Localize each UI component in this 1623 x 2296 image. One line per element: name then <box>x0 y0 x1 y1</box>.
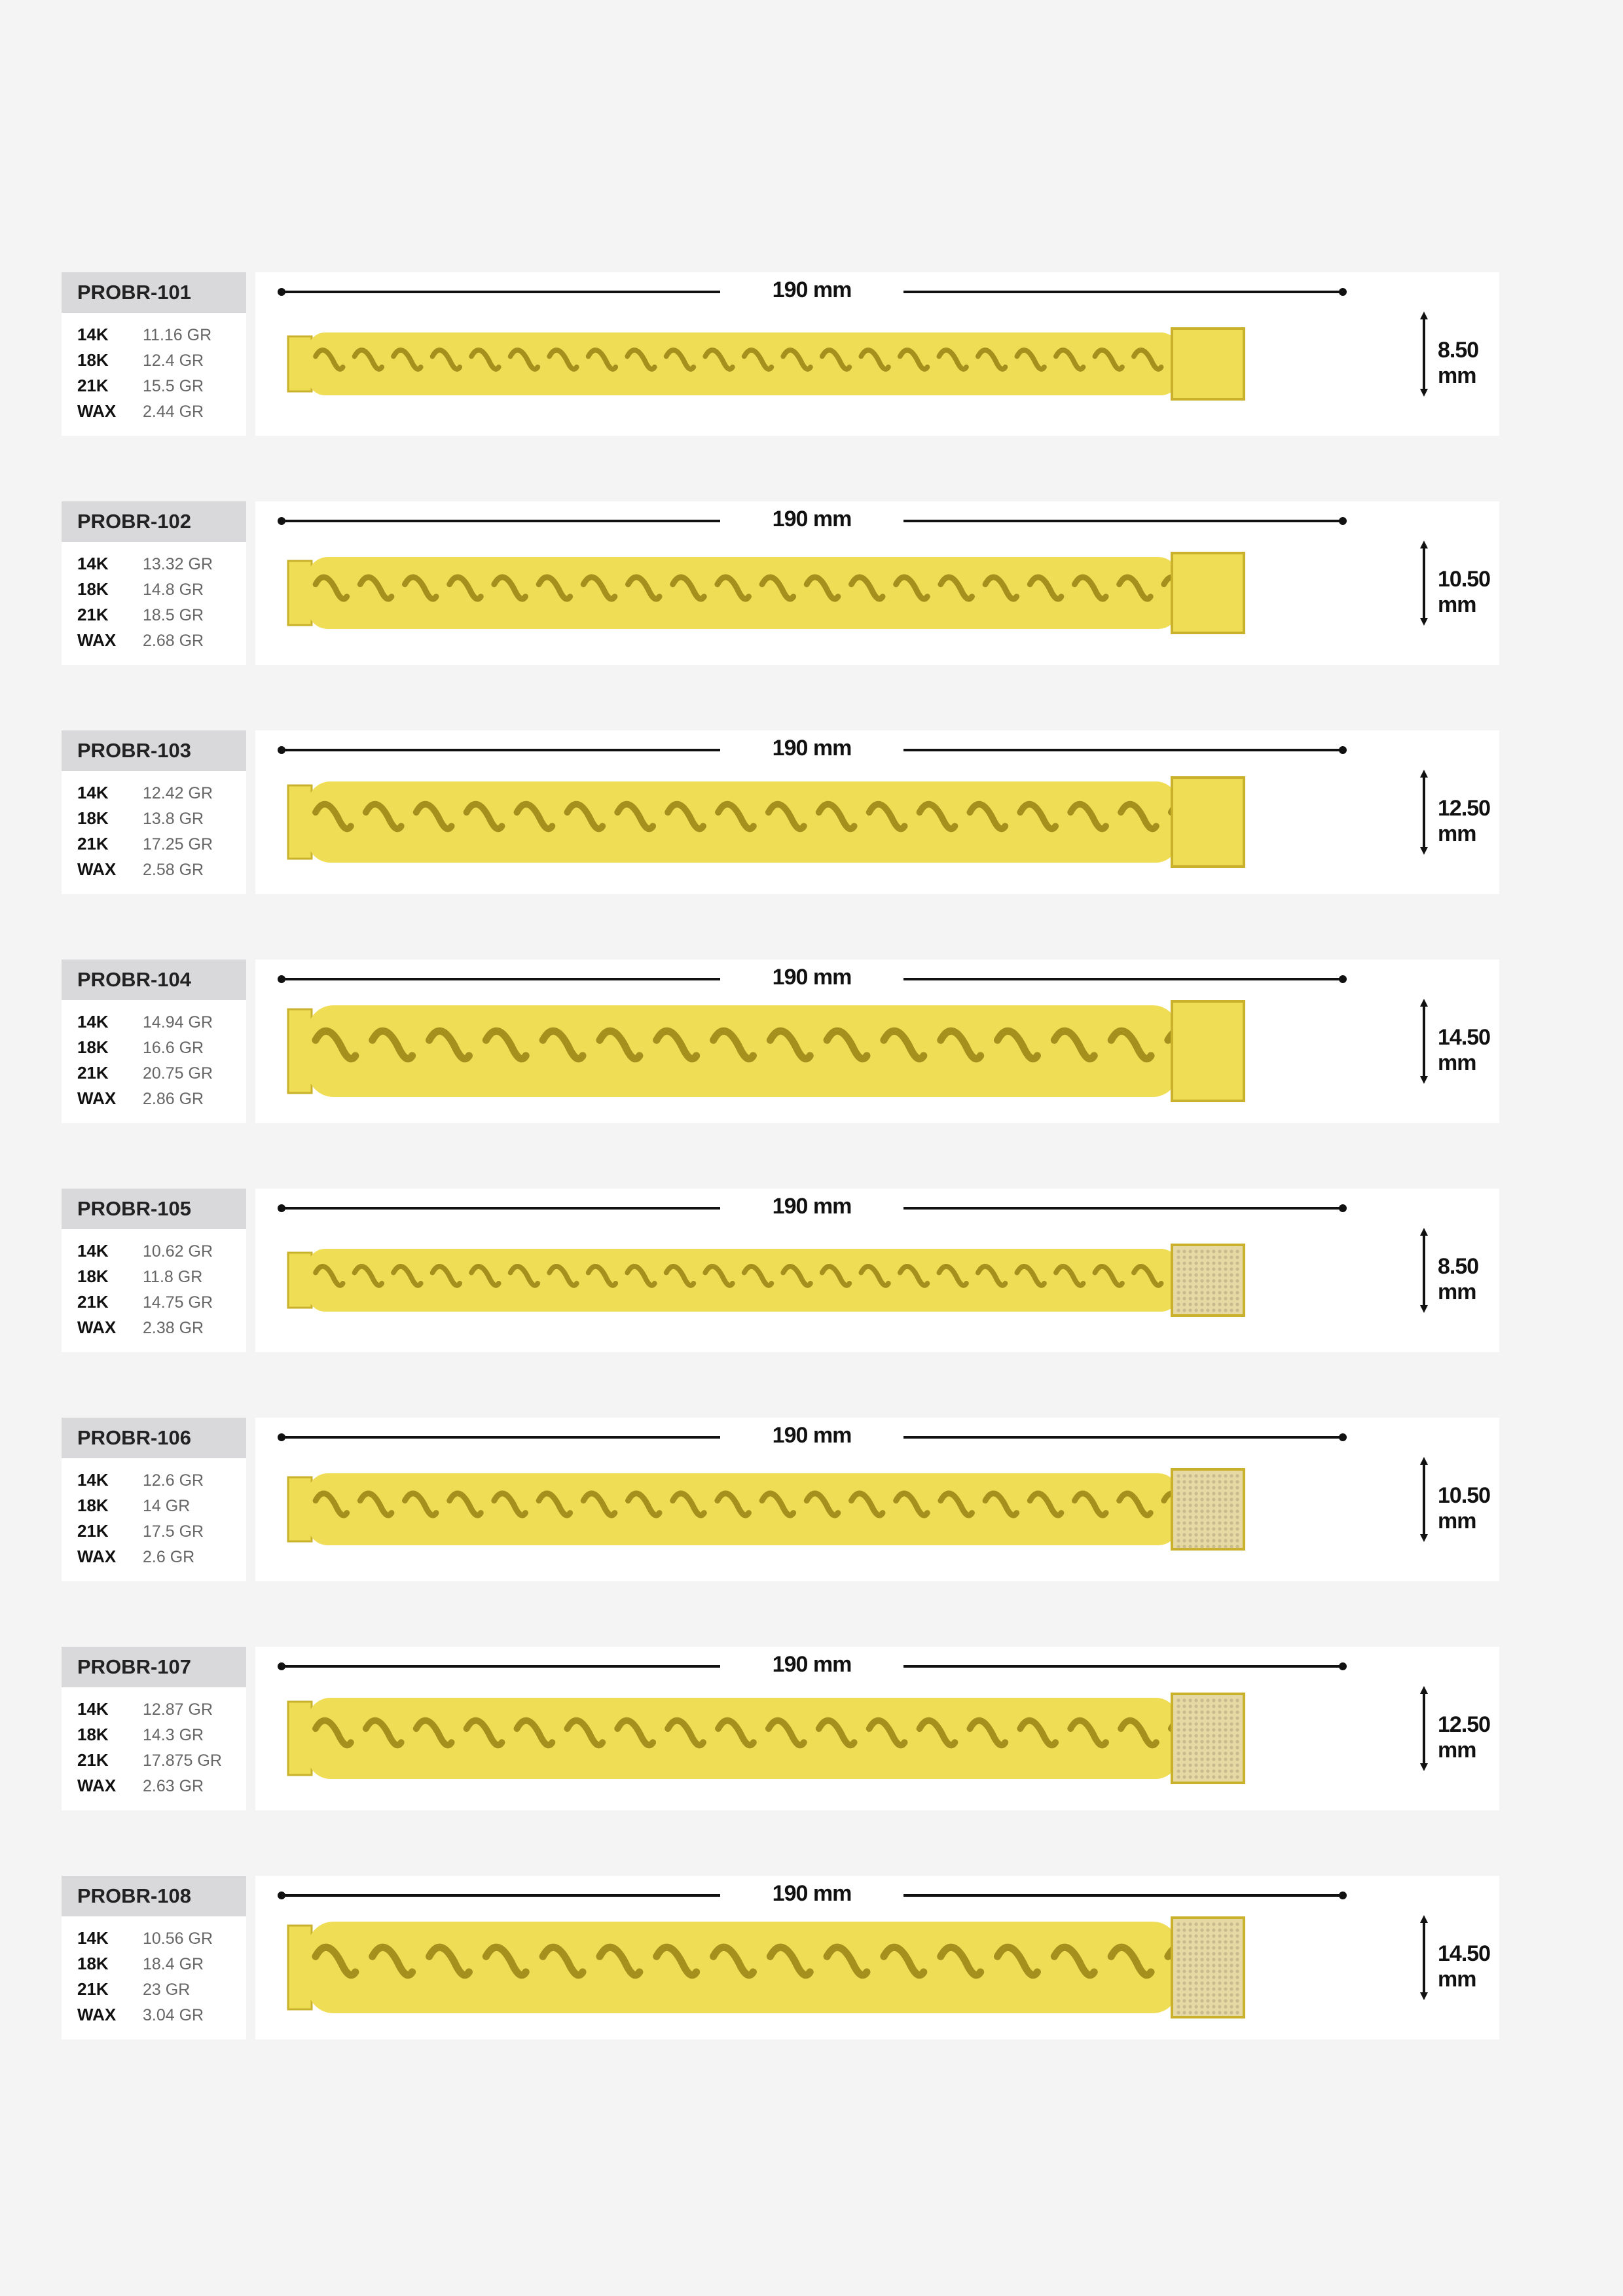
weight-value: 18.5 GR <box>143 606 204 624</box>
weight-value: 13.32 GR <box>143 555 213 573</box>
karat-label: 18K <box>77 1954 109 1973</box>
product-row <box>62 501 1499 665</box>
weight-value: 23 GR <box>143 1981 191 1999</box>
product-row <box>62 730 1499 894</box>
weight-value: 2.38 GR <box>143 1319 204 1337</box>
weight-value: 20.75 GR <box>143 1064 213 1083</box>
length-dimension-line <box>903 749 1342 751</box>
dimension-endpoint <box>1339 1662 1347 1670</box>
weight-value: 17.5 GR <box>143 1522 204 1541</box>
karat-label: WAX <box>77 1776 117 1795</box>
width-label: 12.50 mm <box>1438 1712 1491 1763</box>
weight-value: 2.6 GR <box>143 1548 195 1566</box>
length-label: 190 mm <box>772 1423 852 1448</box>
bracelet-panel <box>255 272 1499 436</box>
karat-label: 21K <box>77 376 109 395</box>
weight-row <box>77 1544 204 1570</box>
weight-value: 15.5 GR <box>143 377 204 395</box>
weight-row <box>77 1086 213 1111</box>
karat-label: WAX <box>77 630 117 650</box>
bracelet-image <box>275 1902 1349 2033</box>
weight-row <box>77 1722 222 1748</box>
product-row <box>62 1418 1499 1581</box>
width-dimension-arrow <box>1417 999 1431 1084</box>
weight-value: 14 GR <box>143 1497 191 1515</box>
weight-value: 11.8 GR <box>143 1268 203 1286</box>
karat-label: 21K <box>77 1521 109 1541</box>
karat-label: 21K <box>77 1292 109 1312</box>
weight-value: 14.3 GR <box>143 1726 204 1744</box>
chain-body <box>308 332 1178 395</box>
weight-row <box>77 831 213 857</box>
weight-value: 18.4 GR <box>143 1955 204 1973</box>
weight-row <box>77 2002 213 2028</box>
karat-label: WAX <box>77 1547 117 1566</box>
width-dimension-arrow <box>1417 1686 1431 1771</box>
spec-box <box>62 1418 246 1581</box>
chain-body <box>308 1473 1178 1545</box>
length-dimension-line <box>282 1894 720 1897</box>
length-label: 190 mm <box>772 278 852 302</box>
spec-box <box>62 1876 246 2039</box>
weight-value: 2.68 GR <box>143 632 204 650</box>
dimension-endpoint <box>278 1892 285 1899</box>
dimension-endpoint <box>278 288 285 296</box>
karat-label: 14K <box>77 1699 109 1719</box>
weight-value: 17.25 GR <box>143 835 213 853</box>
karat-label: WAX <box>77 859 117 879</box>
dimension-endpoint <box>1339 1892 1347 1899</box>
width-label: 8.50 mm <box>1438 338 1479 388</box>
width-dimension-arrow <box>1417 1457 1431 1542</box>
product-row <box>62 1647 1499 1810</box>
dimension-endpoint <box>278 975 285 983</box>
bracelet-panel <box>255 1189 1499 1352</box>
product-code: PROBR-106 <box>62 1418 246 1458</box>
weight-row <box>77 1060 213 1086</box>
box-clasp <box>1172 553 1244 633</box>
weight-list <box>77 1696 222 1799</box>
karat-label: 14K <box>77 1928 109 1948</box>
width-dimension-arrow <box>1417 312 1431 397</box>
box-clasp <box>1172 778 1244 867</box>
width-dimension-arrow <box>1417 770 1431 855</box>
product-row <box>62 1189 1499 1352</box>
length-dimension-line <box>282 1436 720 1439</box>
width-label: 14.50 mm <box>1438 1941 1491 1992</box>
weight-row <box>77 857 213 882</box>
bracelet-image <box>275 528 1349 658</box>
length-label: 190 mm <box>772 965 852 990</box>
bracelet-panel <box>255 1418 1499 1581</box>
karat-label: 18K <box>77 350 109 370</box>
karat-label: 21K <box>77 1750 109 1770</box>
width-label: 10.50 mm <box>1438 1483 1491 1534</box>
weight-row <box>77 577 213 602</box>
weight-list <box>77 322 211 424</box>
weight-row <box>77 1315 213 1340</box>
weight-row <box>77 628 213 653</box>
dimension-endpoint <box>1339 975 1347 983</box>
length-label: 190 mm <box>772 736 852 761</box>
product-row <box>62 272 1499 436</box>
weight-value: 12.42 GR <box>143 784 213 802</box>
weight-value: 12.87 GR <box>143 1700 213 1719</box>
weight-row <box>77 399 211 424</box>
weight-row <box>77 1289 213 1315</box>
weight-value: 10.56 GR <box>143 1929 213 1948</box>
karat-label: WAX <box>77 1088 117 1108</box>
weight-value: 12.4 GR <box>143 351 204 370</box>
karat-label: 14K <box>77 1012 109 1031</box>
bracelet-image <box>275 298 1349 429</box>
karat-label: 14K <box>77 1241 109 1261</box>
spec-box <box>62 730 246 894</box>
karat-label: 18K <box>77 808 109 828</box>
length-dimension-line <box>903 1207 1342 1210</box>
product-code: PROBR-103 <box>62 730 246 771</box>
length-dimension-line <box>282 749 720 751</box>
chain-body <box>308 1249 1178 1312</box>
weight-value: 17.875 GR <box>143 1751 222 1770</box>
bracelet-panel <box>255 1647 1499 1810</box>
length-dimension-line <box>903 520 1342 522</box>
width-label: 14.50 mm <box>1438 1025 1491 1075</box>
product-row <box>62 1876 1499 2039</box>
weight-value: 2.86 GR <box>143 1090 204 1108</box>
weight-row <box>77 1926 213 1951</box>
weight-value: 12.6 GR <box>143 1471 204 1490</box>
dimension-endpoint <box>278 517 285 525</box>
karat-label: 14K <box>77 1470 109 1490</box>
weight-value: 2.63 GR <box>143 1777 204 1795</box>
length-dimension-line <box>903 978 1342 980</box>
karat-label: 21K <box>77 834 109 853</box>
length-label: 190 mm <box>772 1881 852 1906</box>
bracelet-image <box>275 986 1349 1117</box>
bracelet-panel <box>255 1876 1499 2039</box>
width-label: 8.50 mm <box>1438 1254 1479 1304</box>
weight-row <box>77 1035 213 1060</box>
bracelet-image <box>275 1673 1349 1804</box>
weight-list <box>77 1467 204 1570</box>
product-code: PROBR-104 <box>62 960 246 1000</box>
spec-box <box>62 1647 246 1810</box>
weight-list <box>77 1238 213 1340</box>
karat-label: WAX <box>77 401 117 421</box>
weight-row <box>77 1467 204 1493</box>
dimension-endpoint <box>1339 746 1347 754</box>
product-row <box>62 960 1499 1123</box>
dimension-endpoint <box>278 746 285 754</box>
weight-row <box>77 1773 222 1799</box>
bracelet-image <box>275 1215 1349 1346</box>
spec-box <box>62 1189 246 1352</box>
weight-row <box>77 1748 222 1773</box>
weight-list <box>77 780 213 882</box>
length-dimension-line <box>903 1665 1342 1668</box>
karat-label: 18K <box>77 1266 109 1286</box>
width-dimension-arrow <box>1417 541 1431 626</box>
spec-box <box>62 501 246 665</box>
product-code: PROBR-105 <box>62 1189 246 1229</box>
dimension-endpoint <box>278 1433 285 1441</box>
karat-label: 21K <box>77 1979 109 1999</box>
karat-label: 18K <box>77 579 109 599</box>
weight-value: 10.62 GR <box>143 1242 213 1261</box>
weight-value: 11.16 GR <box>143 326 212 344</box>
weight-value: 13.8 GR <box>143 810 204 828</box>
weight-row <box>77 348 211 373</box>
weight-value: 3.04 GR <box>143 2006 204 2024</box>
width-dimension-arrow <box>1417 1915 1431 2000</box>
weight-value: 2.44 GR <box>143 403 204 421</box>
weight-value: 14.94 GR <box>143 1013 213 1031</box>
chain-body <box>308 557 1178 629</box>
length-dimension-line <box>903 1436 1342 1439</box>
weight-value: 14.75 GR <box>143 1293 213 1312</box>
karat-label: 14K <box>77 554 109 573</box>
karat-label: 14K <box>77 325 109 344</box>
karat-label: WAX <box>77 1318 117 1337</box>
spec-box <box>62 960 246 1123</box>
product-code: PROBR-101 <box>62 272 246 313</box>
length-dimension-line <box>282 1207 720 1210</box>
bracelet-image <box>275 1444 1349 1575</box>
weight-list <box>77 551 213 653</box>
karat-label: 18K <box>77 1037 109 1057</box>
weight-value: 2.58 GR <box>143 861 204 879</box>
weight-row <box>77 602 213 628</box>
dimension-endpoint <box>1339 288 1347 296</box>
weight-row <box>77 1009 213 1035</box>
karat-label: 14K <box>77 783 109 802</box>
weight-row <box>77 1696 222 1722</box>
weight-row <box>77 1951 213 1977</box>
dimension-endpoint <box>1339 1433 1347 1441</box>
weight-row <box>77 1977 213 2002</box>
box-clasp <box>1172 329 1244 399</box>
bracelet-panel <box>255 501 1499 665</box>
width-label: 10.50 mm <box>1438 567 1491 617</box>
length-dimension-line <box>282 520 720 522</box>
weight-row <box>77 551 213 577</box>
length-dimension-line <box>282 291 720 293</box>
length-dimension-line <box>282 1665 720 1668</box>
box-clasp <box>1172 1001 1244 1101</box>
weight-row <box>77 322 211 348</box>
width-label: 12.50 mm <box>1438 796 1491 846</box>
length-dimension-line <box>903 1894 1342 1897</box>
dimension-endpoint <box>278 1204 285 1212</box>
karat-label: 21K <box>77 605 109 624</box>
dimension-endpoint <box>278 1662 285 1670</box>
width-dimension-arrow <box>1417 1228 1431 1313</box>
product-code: PROBR-102 <box>62 501 246 542</box>
weight-row <box>77 1493 204 1518</box>
dimension-endpoint <box>1339 1204 1347 1212</box>
weight-row <box>77 1518 204 1544</box>
weight-row <box>77 1238 213 1264</box>
product-code: PROBR-108 <box>62 1876 246 1916</box>
weight-value: 16.6 GR <box>143 1039 204 1057</box>
weight-list <box>77 1009 213 1111</box>
spec-box <box>62 272 246 436</box>
bracelet-panel <box>255 960 1499 1123</box>
bracelet-image <box>275 757 1349 888</box>
weight-row <box>77 1264 213 1289</box>
bracelet-panel <box>255 730 1499 894</box>
weight-list <box>77 1926 213 2028</box>
length-label: 190 mm <box>772 1194 852 1219</box>
length-dimension-line <box>282 978 720 980</box>
dimension-endpoint <box>1339 517 1347 525</box>
karat-label: 18K <box>77 1725 109 1744</box>
weight-value: 14.8 GR <box>143 581 204 599</box>
product-code: PROBR-107 <box>62 1647 246 1687</box>
length-dimension-line <box>903 291 1342 293</box>
length-label: 190 mm <box>772 1652 852 1677</box>
karat-label: 21K <box>77 1063 109 1083</box>
weight-row <box>77 806 213 831</box>
karat-label: WAX <box>77 2005 117 2024</box>
weight-row <box>77 780 213 806</box>
karat-label: 18K <box>77 1496 109 1515</box>
length-label: 190 mm <box>772 507 852 531</box>
weight-row <box>77 373 211 399</box>
